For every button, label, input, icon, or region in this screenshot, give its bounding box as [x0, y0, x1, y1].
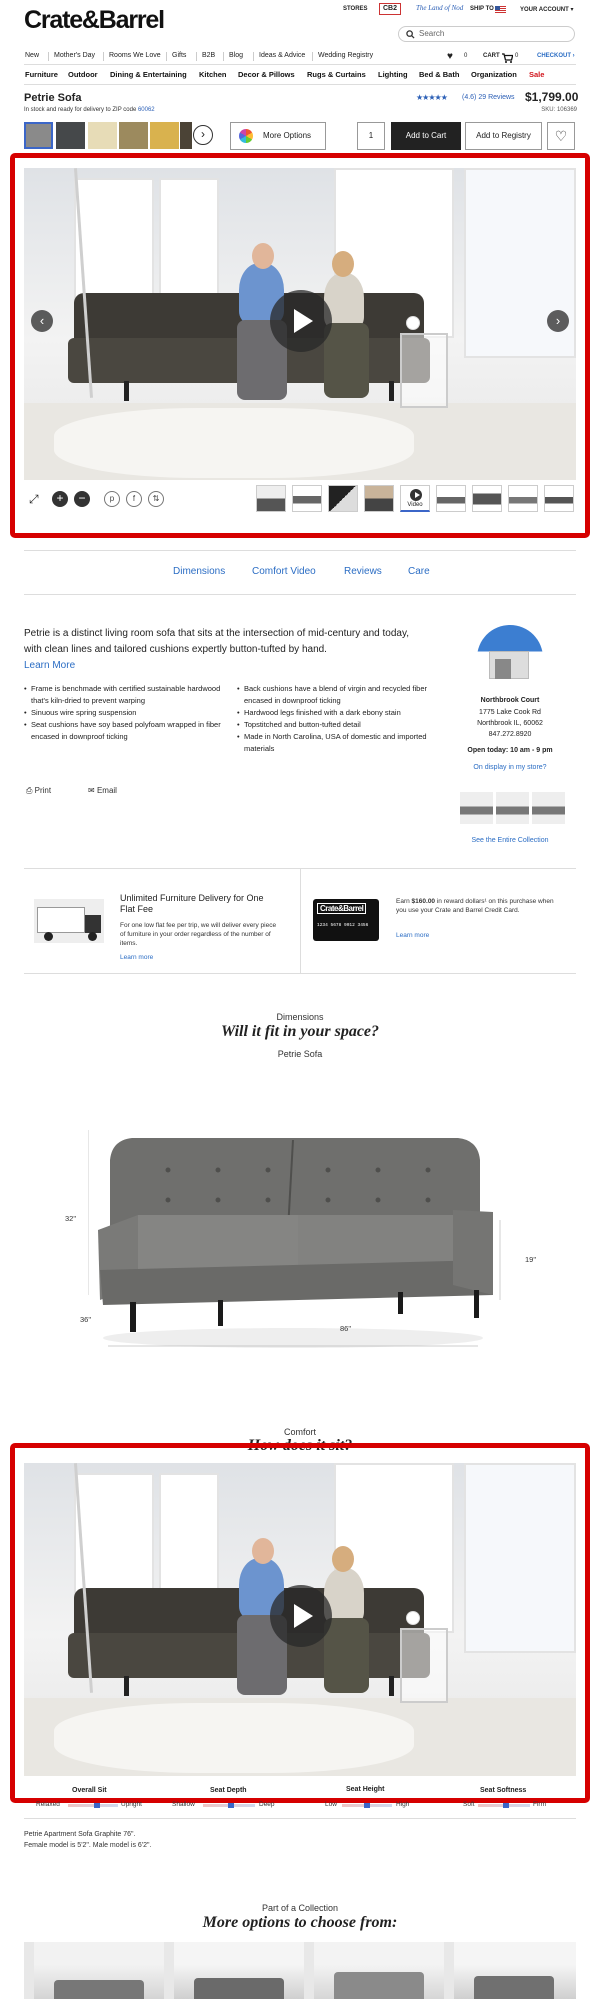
swatch-next-button[interactable]: ›	[193, 125, 213, 145]
swatch-4[interactable]	[119, 122, 148, 149]
entire-collection-link[interactable]: See the Entire Collection	[471, 837, 549, 844]
product-title: Petrie Sofa	[24, 92, 82, 104]
thumbnail-4[interactable]	[364, 485, 394, 512]
thumbnail-2[interactable]	[292, 485, 322, 512]
email-icon: ✉	[88, 786, 95, 795]
card-brand: Crate&Barrel	[317, 903, 366, 914]
thumbnail-7[interactable]	[508, 485, 538, 512]
nav-new[interactable]: New	[25, 52, 40, 59]
tab-dimensions[interactable]: Dimensions	[173, 566, 226, 577]
comfort-heading: How does it sit?	[247, 1437, 353, 1454]
add-to-registry-button[interactable]: Add to Registry	[465, 122, 542, 150]
search-placeholder: Search	[419, 29, 445, 38]
card-learn-more[interactable]: Learn more	[396, 932, 430, 939]
divider	[24, 1818, 576, 1819]
nav-ideas-advice[interactable]: Ideas & Advice	[259, 52, 306, 59]
comfort-note: Female model is 5'2". Male model is 6'2".	[24, 1842, 152, 1849]
slider-min-label: Shallow	[172, 1801, 195, 1808]
sofa-dimension-image	[88, 1120, 502, 1350]
dimensions-heading: Will it fit in your space?	[220, 1023, 380, 1040]
display-in-store-link[interactable]: On display in my store?	[473, 764, 547, 771]
print-button[interactable]	[26, 786, 51, 796]
add-to-cart-button[interactable]: Add to Cart	[391, 122, 461, 150]
learn-more-link[interactable]: Learn More	[24, 660, 76, 671]
tab-comfort-video[interactable]: Comfort Video	[252, 566, 316, 577]
nav-lighting[interactable]: Lighting	[378, 70, 408, 79]
expand-icon[interactable]: ⤢	[29, 492, 39, 506]
slider-max-label: Firm	[533, 1801, 546, 1808]
depth-dimension: 36"	[80, 1315, 92, 1324]
cart-icon[interactable]	[502, 50, 513, 68]
price: $1,799.00	[525, 90, 579, 104]
dimensions-product: Petrie Sofa	[277, 1049, 323, 1059]
nav-mothers-day[interactable]: Mother's Day	[54, 52, 96, 59]
tab-care[interactable]: Care	[408, 566, 430, 577]
logo[interactable]: Crate&Barrel	[24, 6, 164, 34]
nav-wedding-registry[interactable]: Wedding Registry	[318, 52, 374, 59]
rating-stars[interactable]: ★★★★★	[416, 93, 447, 102]
feature-item: • Frame is benchmade with certified sustainable hardwood that's kiln-dried to prevent warping	[24, 683, 224, 707]
search-input[interactable]	[398, 26, 575, 42]
cart-link[interactable]: CART	[483, 53, 500, 59]
tab-reviews[interactable]: Reviews	[344, 566, 382, 577]
features-list-left	[24, 683, 224, 743]
search-icon	[406, 30, 415, 39]
email-label: Email	[96, 786, 117, 795]
nav-furniture[interactable]: Furniture	[25, 70, 58, 79]
share-icon[interactable]: ⇅	[148, 491, 164, 507]
thumbnail-6[interactable]	[472, 485, 502, 512]
land-of-nod-link[interactable]: The Land of Nod	[416, 4, 464, 12]
divider	[24, 550, 576, 551]
slider-min-label: Low	[325, 1801, 337, 1808]
feature-item: • Topstitched and button-tufted detail	[237, 719, 437, 731]
comfort-slider	[203, 1804, 255, 1807]
nav-dining[interactable]: Dining & Entertaining	[110, 70, 187, 79]
swatch-1[interactable]	[24, 122, 53, 149]
favorite-button[interactable]: ♡	[547, 122, 575, 150]
feature-item: • Seat cushions have soy based polyfoam wrapped in fiber encased in downproof ticking	[24, 719, 224, 743]
swatch-6[interactable]	[180, 122, 192, 149]
video-label: Video	[407, 502, 423, 508]
store-name: Northbrook Court	[480, 697, 540, 704]
divider	[24, 64, 576, 65]
delivery-text: For one low flat fee per trip, we will deliver every piece of furniture in your order regardless of the number of items.	[120, 922, 277, 947]
email-button[interactable]	[88, 786, 117, 795]
dimensions-label: Dimensions	[276, 1012, 324, 1022]
slider-title: Overall Sit	[72, 1787, 107, 1794]
nav-gifts[interactable]: Gifts	[172, 52, 187, 59]
nav-rooms-we-love[interactable]: Rooms We Love	[109, 52, 161, 59]
width-dimension: 86"	[340, 1324, 352, 1333]
comfort-slider	[68, 1804, 118, 1807]
feature-item: • Made in North Carolina, USA of domestic and imported materials	[237, 731, 437, 755]
divider	[24, 594, 576, 595]
thumbnail-3[interactable]	[328, 485, 358, 512]
comfort-video[interactable]	[24, 1463, 576, 1776]
divider	[300, 868, 301, 973]
prev-image-button[interactable]: ‹	[31, 310, 53, 332]
availability-text: In stock and ready for delivery to ZIP code 60062	[24, 107, 155, 113]
arm-height-dimension: 19"	[525, 1255, 537, 1264]
comfort-slider	[478, 1804, 530, 1807]
print-label: Print	[34, 786, 52, 795]
primary-nav	[0, 70, 600, 82]
product-video[interactable]	[24, 168, 576, 480]
nav-outdoor[interactable]: Outdoor	[68, 70, 98, 79]
credit-card-image	[313, 899, 379, 941]
nav-b2b[interactable]: B2B	[202, 52, 216, 59]
sku: SKU: 106369	[541, 107, 577, 113]
collection-thumb-1[interactable]	[460, 792, 493, 824]
store-image	[477, 625, 543, 691]
cart-count: 0	[515, 53, 519, 59]
thumbnail-5[interactable]	[436, 485, 466, 512]
comfort-play-button[interactable]	[270, 1585, 332, 1647]
collection-carousel[interactable]	[24, 1942, 576, 1999]
collection-thumb-2[interactable]	[496, 792, 529, 824]
comfort-label: Comfort	[283, 1427, 316, 1437]
us-flag-icon[interactable]	[495, 6, 506, 13]
swatch-3[interactable]	[88, 122, 117, 149]
slider-title: Seat Height	[346, 1786, 385, 1793]
thumbnail-video[interactable]	[400, 485, 430, 512]
slider-title: Seat Depth	[210, 1787, 247, 1794]
feature-item: • Back cushions have a blend of virgin and recycled fiber encased in downproof ticking	[237, 683, 437, 707]
slider-min-label: Relaxed	[36, 1801, 60, 1808]
quantity-input[interactable]: 1	[357, 122, 385, 150]
stores-link[interactable]: STORES	[343, 6, 368, 12]
nav-sale[interactable]: Sale	[529, 70, 545, 79]
nav-organization[interactable]: Organization	[471, 70, 517, 79]
zoom-out-button[interactable]: −	[74, 491, 90, 507]
favorites-count: 0	[464, 53, 468, 59]
store-city: Northbrook IL, 60062	[477, 720, 543, 727]
next-image-button[interactable]: ›	[547, 310, 569, 332]
collection-thumb-3[interactable]	[532, 792, 565, 824]
nav-bed-bath[interactable]: Bed & Bath	[419, 70, 460, 79]
features-list-right	[237, 683, 437, 755]
ship-to-label[interactable]: SHIP TO	[470, 6, 494, 12]
nav-blog[interactable]: Blog	[229, 52, 244, 59]
store-phone: 847.272.8920	[488, 731, 532, 738]
feature-item: • Sinuous wire spring suspension	[24, 707, 224, 719]
slider-max-label: Deep	[259, 1801, 275, 1808]
slider-title: Seat Softness	[480, 1787, 527, 1794]
swatch-5[interactable]	[150, 122, 179, 149]
zip-link[interactable]: 60062	[137, 107, 155, 113]
feature-item: • Hardwood legs finished with a dark ebony stain	[237, 707, 437, 719]
nav-decor[interactable]: Decor & Pillows	[238, 70, 295, 79]
heart-icon[interactable]: ♥	[447, 51, 453, 62]
divider	[24, 973, 576, 974]
comfort-note: Petrie Apartment Sofa Graphite 76".	[24, 1831, 136, 1838]
reviews-link[interactable]: (4.6) 29 Reviews	[462, 94, 515, 101]
thumbnail-1[interactable]	[256, 485, 286, 512]
store-address: 1775 Lake Cook Rd	[479, 709, 541, 716]
thumbnail-8[interactable]	[544, 485, 574, 512]
card-number: 1234 5678 9012 3456	[317, 923, 369, 928]
slider-max-label: High	[396, 1801, 410, 1808]
product-description: Petrie is a distinct living room sofa that sits at the intersection of mid-century and today, with clean lines and tailored cushions expertly button-tufted by hand.	[24, 628, 409, 655]
account-menu[interactable]: YOUR ACCOUNT ▾	[520, 7, 574, 13]
swatch-2[interactable]	[56, 122, 85, 149]
color-wheel-icon	[239, 129, 253, 143]
nav-kitchen[interactable]: Kitchen	[199, 70, 227, 79]
comfort-slider	[342, 1804, 392, 1807]
divider	[24, 84, 576, 85]
print-icon: ⎙	[26, 786, 33, 795]
collection-label: Part of a Collection	[261, 1903, 339, 1913]
slider-min-label: Soft	[463, 1801, 475, 1808]
play-button[interactable]	[270, 290, 332, 352]
store-hours: Open today: 10 am - 9 pm	[467, 747, 553, 754]
height-dimension: 32"	[65, 1214, 77, 1223]
cb2-link[interactable]: CB2	[379, 3, 401, 15]
slider-max-label: Upright	[121, 1801, 142, 1808]
delivery-title: Unlimited Furniture Delivery for One Flat Fee	[120, 893, 264, 914]
delivery-learn-more[interactable]: Learn more	[120, 954, 154, 961]
delivery-truck-image	[34, 899, 104, 943]
pinterest-icon[interactable]: p	[104, 491, 120, 507]
zoom-in-button[interactable]: +	[52, 491, 68, 507]
nav-rugs[interactable]: Rugs & Curtains	[307, 70, 366, 79]
facebook-icon[interactable]: f	[126, 491, 142, 507]
checkout-link[interactable]: CHECKOUT ›	[537, 53, 575, 59]
more-options-button[interactable]: More Options	[230, 122, 326, 150]
collection-heading: More options to choose from:	[202, 1914, 398, 1931]
card-offer-text: Earn $160.00 in reward dollars¹ on this purchase when you use your Crate and Barrel Credit Card.	[396, 898, 554, 914]
